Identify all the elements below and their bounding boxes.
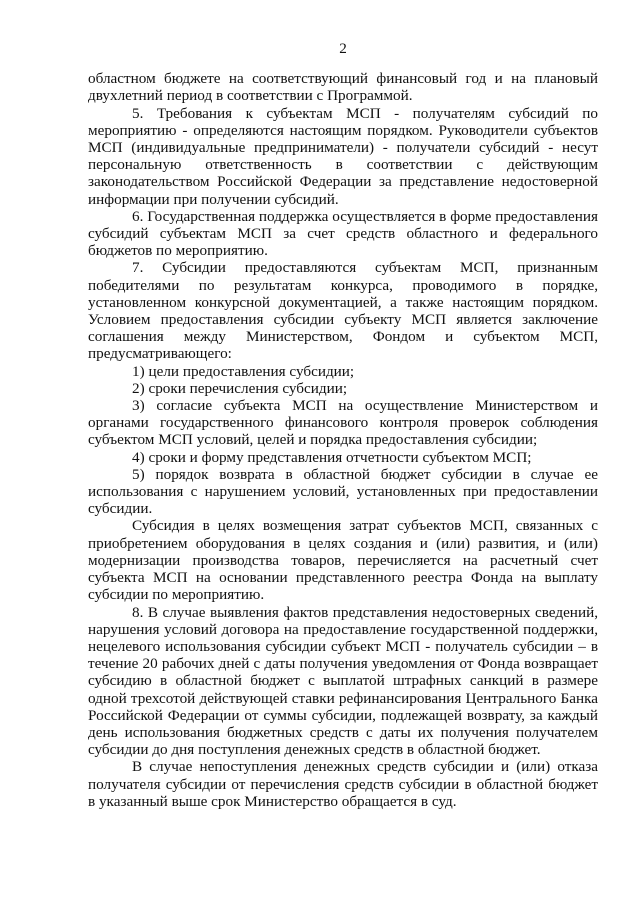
paragraph-7-subsidies: 7. Субсидии предоставляются субъектам МСП, признанным победителями по результатам конкурса, проводимого в порядке, установленном конкурсной документацией, а также настоящим порядком. Условием предоставления субсидии субъекту МСП является заключение соглашения между Министерством, Фондом и субъектом МСП, предусматривающего:: [88, 259, 598, 363]
paragraph-continuation: областном бюджете на соответствующий финансовый год и на плановый двухлетний период в соответствии с Программой.: [88, 70, 598, 105]
list-item-1-goals: 1) цели предоставления субсидии;: [132, 362, 355, 380]
list-item-5-return: 5) порядок возврата в областной бюджет субсидии в случае ее использования с нарушением условий, установленных при предоставлении субсидии.: [88, 465, 598, 518]
paragraph-6-state-support: 6. Государственная поддержка осуществляется в форме предоставления субсидий субъектам МСП за счет средств областного и федерального бюджетов по мероприятию.: [88, 207, 598, 260]
paragraph-8-violations: 8. В случае выявления фактов представления недостоверных сведений, нарушения условий договора на предоставление государственной поддержки, нецелевого использования субсидии субъект МСП - получатель субсидии – в течение 20 рабочих дней с даты получения уведомления от Фонда возвращает субсидию в областной бюджет с выплатой штрафных санкций в размере одной трехсотой действующей ставки рефинансирования Центрального Банка Российской Федерации от суммы субсидии, подлежащей возврату, за каждый день использования бюджетных средств с даты их получения получателем субсидии до дня поступления денежных средств в областной бюджет.: [88, 603, 598, 759]
paragraph-subsidy-transfer: Субсидия в целях возмещения затрат субъектов МСП, связанных с приобретением оборудования в целях создания и (или) развития, и (или) модернизации производства товаров, перечисляется на расчетный счет субъекта МСП на основании представленного реестра Фонда на выплату субсидии по мероприятию.: [88, 517, 598, 604]
list-item-4-reporting: 4) сроки и форму представления отчетности субъектом МСП;: [132, 448, 532, 466]
paragraph-court: В случае непоступления денежных средств субсидии и (или) отказа получателя субсидии от перечисления средств субсидии в областной бюджет в указанный выше срок Министерство обращается в суд.: [88, 758, 598, 810]
list-item-3-consent: 3) согласие субъекта МСП на осуществление Министерством и органами государственного финансового контроля проверок соблюдения субъектом МСП условий, целей и порядка предоставления субсидии;: [88, 397, 598, 449]
page-number: 2: [339, 40, 347, 57]
list-item-2-terms: 2) сроки перечисления субсидии;: [132, 379, 348, 397]
document-page: [88, 40, 598, 810]
paragraph-5-requirements: 5. Требования к субъектам МСП - получателям субсидий по мероприятию - определяются настоящим порядком. Руководители субъектов МСП (индивидуальные предприниматели) - получатели субсидий - несут персональную ответственность в соответствии с действующим законодательством Российской Федерации за представление недостоверной информации при получении субсидий.: [88, 104, 598, 208]
